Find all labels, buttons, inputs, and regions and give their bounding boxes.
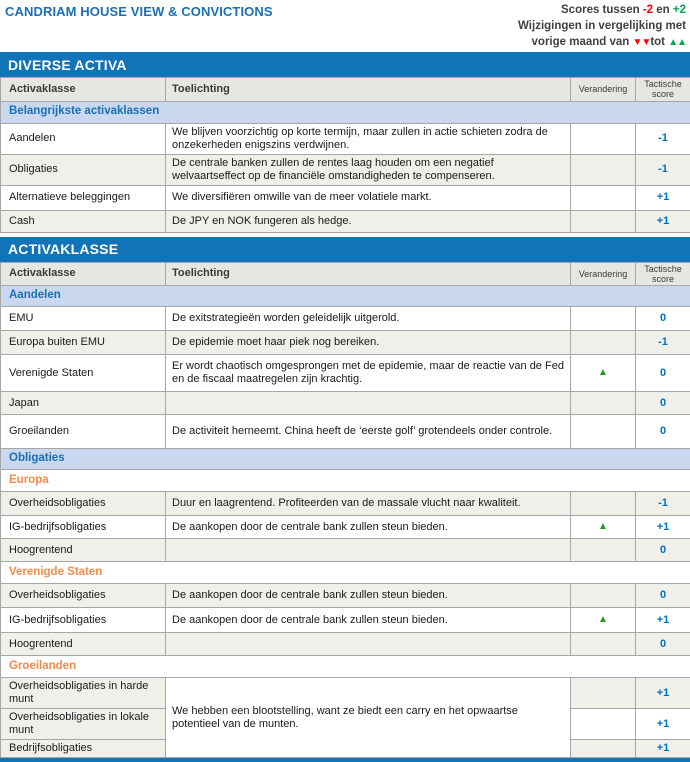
asset-class-label: Europa buiten EMU: [1, 331, 166, 355]
comment-text: De epidemie moet haar piek nog bereiken.: [166, 331, 571, 355]
change-indicator: [571, 185, 636, 210]
diverse-activa-table: [0, 77, 690, 233]
asset-class-label: Cash: [1, 210, 166, 232]
table-row: [1, 539, 690, 562]
tactical-score: -1: [636, 154, 690, 185]
asset-class-label: Overheidsobligaties in harde munt: [1, 678, 166, 709]
change-indicator: [571, 678, 636, 709]
score-max: +2: [673, 4, 686, 16]
asset-class-label: Hoogrentend: [1, 633, 166, 656]
asset-class-label: IG-bedrijfsobligaties: [1, 608, 166, 633]
table-row: [1, 392, 690, 415]
tactical-score: 0: [636, 355, 690, 392]
col-activaklasse: Activaklasse: [1, 78, 166, 102]
change-indicator: [571, 154, 636, 185]
change-indicator: [571, 123, 636, 154]
tactical-score: -1: [636, 123, 690, 154]
asset-class-label: IG-bedrijfsobligaties: [1, 516, 166, 539]
comment-text: De aankopen door de centrale bank zullen steun bieden.: [166, 584, 571, 608]
table-row: [1, 516, 690, 539]
table-row: [1, 415, 690, 449]
tactical-score: +1: [636, 709, 690, 740]
col-toelichting: Toelichting: [166, 262, 571, 286]
asset-class-label: EMU: [1, 307, 166, 331]
legend-line-3: vorige maand van ▼▼tot ▲▲: [518, 34, 686, 51]
table-row: [1, 633, 690, 656]
col-tactische-score: Tactische score: [636, 78, 690, 102]
subsection-title: Aandelen: [1, 286, 690, 307]
col-tactische-score: Tactische score: [636, 262, 690, 286]
asset-class-label: Verenigde Staten: [1, 355, 166, 392]
tactical-score: +1: [636, 740, 690, 758]
subsection-title: Belangrijkste activaklassen: [1, 101, 690, 123]
region-header: [1, 470, 690, 492]
change-indicator: [571, 740, 636, 758]
asset-class-label: Hoogrentend: [1, 539, 166, 562]
top-header: [0, 0, 690, 52]
asset-class-label: Bedrijfsobligaties: [1, 740, 166, 758]
comment-text: [166, 633, 571, 656]
up-triangles-icon: ▲▲: [668, 37, 686, 48]
table-row: [1, 608, 690, 633]
tactical-score: -1: [636, 492, 690, 516]
asset-class-label: Aandelen: [1, 123, 166, 154]
tactical-score: 0: [636, 633, 690, 656]
down-triangles-icon: ▼▼: [633, 37, 651, 48]
table-row: [1, 331, 690, 355]
col-activaklasse: Activaklasse: [1, 262, 166, 286]
change-indicator: [571, 492, 636, 516]
tactical-score: 0: [636, 415, 690, 449]
comment-text: We diversifiëren omwille van de meer volatiele markt.: [166, 185, 571, 210]
table-row: [1, 584, 690, 608]
page-title: CANDRIAM HOUSE VIEW & CONVICTIONS: [5, 4, 273, 19]
table-row: [1, 210, 690, 232]
tactical-score: 0: [636, 584, 690, 608]
region-title: Europa: [1, 470, 690, 492]
col-verandering: Verandering: [571, 78, 636, 102]
section-header-activaklasse: ACTIVAKLASSE: [0, 237, 690, 262]
score-legend: [518, 2, 686, 51]
table-row: [1, 355, 690, 392]
change-indicator: [571, 633, 636, 656]
comment-text: De aankopen door de centrale bank zullen steun bieden.: [166, 608, 571, 633]
activaklasse-table: [0, 262, 690, 759]
tactical-score: -1: [636, 331, 690, 355]
tactical-score: +1: [636, 210, 690, 232]
tactical-score: +1: [636, 678, 690, 709]
asset-class-label: Groeilanden: [1, 415, 166, 449]
asset-class-label: Obligaties: [1, 154, 166, 185]
table-row: [1, 492, 690, 516]
comment-text: Er wordt chaotisch omgesprongen met de epidemie, maar de reactie van de Fed en de fiscaal maatregelen zijn krachtig.: [166, 355, 571, 392]
subsection-header: [1, 286, 690, 307]
change-up-icon: ▲: [571, 608, 636, 633]
table-row: [1, 185, 690, 210]
merged-comment-text: We hebben een blootstelling, want ze biedt een carry en het opwaartse potentieel van de munten.: [166, 678, 571, 758]
asset-class-label: Overheidsobligaties: [1, 584, 166, 608]
comment-text: [166, 539, 571, 562]
tactical-score: +1: [636, 185, 690, 210]
asset-class-label: Overheidsobligaties: [1, 492, 166, 516]
change-indicator: [571, 392, 636, 415]
col-toelichting: Toelichting: [166, 78, 571, 102]
change-indicator: [571, 210, 636, 232]
next-section-bar-cut: [0, 758, 690, 762]
change-indicator: [571, 584, 636, 608]
table-row: [1, 307, 690, 331]
change-indicator: [571, 539, 636, 562]
table-row: [1, 123, 690, 154]
change-up-icon: ▲: [571, 355, 636, 392]
table-row: [1, 678, 690, 709]
section-header-diverse-activa: DIVERSE ACTIVA: [0, 52, 690, 77]
comment-text: [166, 392, 571, 415]
legend-line-1: Scores tussen -2 en +2: [518, 2, 686, 18]
asset-class-label: Japan: [1, 392, 166, 415]
column-header-row: [1, 262, 690, 286]
change-indicator: [571, 415, 636, 449]
region-header: [1, 656, 690, 678]
comment-text: We blijven voorzichtig op korte termijn, maar zullen in actie schieten zodra de onzekerheden enigszins verdwijnen.: [166, 123, 571, 154]
region-title: Verenigde Staten: [1, 562, 690, 584]
tactical-score: 0: [636, 539, 690, 562]
comment-text: De JPY en NOK fungeren als hedge.: [166, 210, 571, 232]
column-header-row: [1, 78, 690, 102]
comment-text: Duur en laagrentend. Profiteerden van de massale vlucht naar kwaliteit.: [166, 492, 571, 516]
subsection-header: [1, 101, 690, 123]
comment-text: De aankopen door de centrale bank zullen steun bieden.: [166, 516, 571, 539]
region-header: [1, 562, 690, 584]
score-min: -2: [643, 4, 653, 16]
region-title: Groeilanden: [1, 656, 690, 678]
tactical-score: 0: [636, 392, 690, 415]
change-up-icon: ▲: [571, 516, 636, 539]
comment-text: De exitstrategieën worden geleidelijk uitgerold.: [166, 307, 571, 331]
change-indicator: [571, 307, 636, 331]
subsection-title: Obligaties: [1, 449, 690, 470]
change-indicator: [571, 709, 636, 740]
comment-text: De activiteit herneemt. China heeft de ‘eerste golf’ grotendeels onder controle.: [166, 415, 571, 449]
asset-class-label: Overheidsobligaties in lokale munt: [1, 709, 166, 740]
change-indicator: [571, 331, 636, 355]
subsection-header: [1, 449, 690, 470]
legend-line-2: Wijzigingen in vergelijking met: [518, 18, 686, 34]
tactical-score: +1: [636, 608, 690, 633]
comment-text: De centrale banken zullen de rentes laag houden om een negatief welvaartseffect op de financiële omstandigheden te compenseren.: [166, 154, 571, 185]
tactical-score: +1: [636, 516, 690, 539]
tactical-score: 0: [636, 307, 690, 331]
col-verandering: Verandering: [571, 262, 636, 286]
asset-class-label: Alternatieve beleggingen: [1, 185, 166, 210]
table-row: [1, 154, 690, 185]
